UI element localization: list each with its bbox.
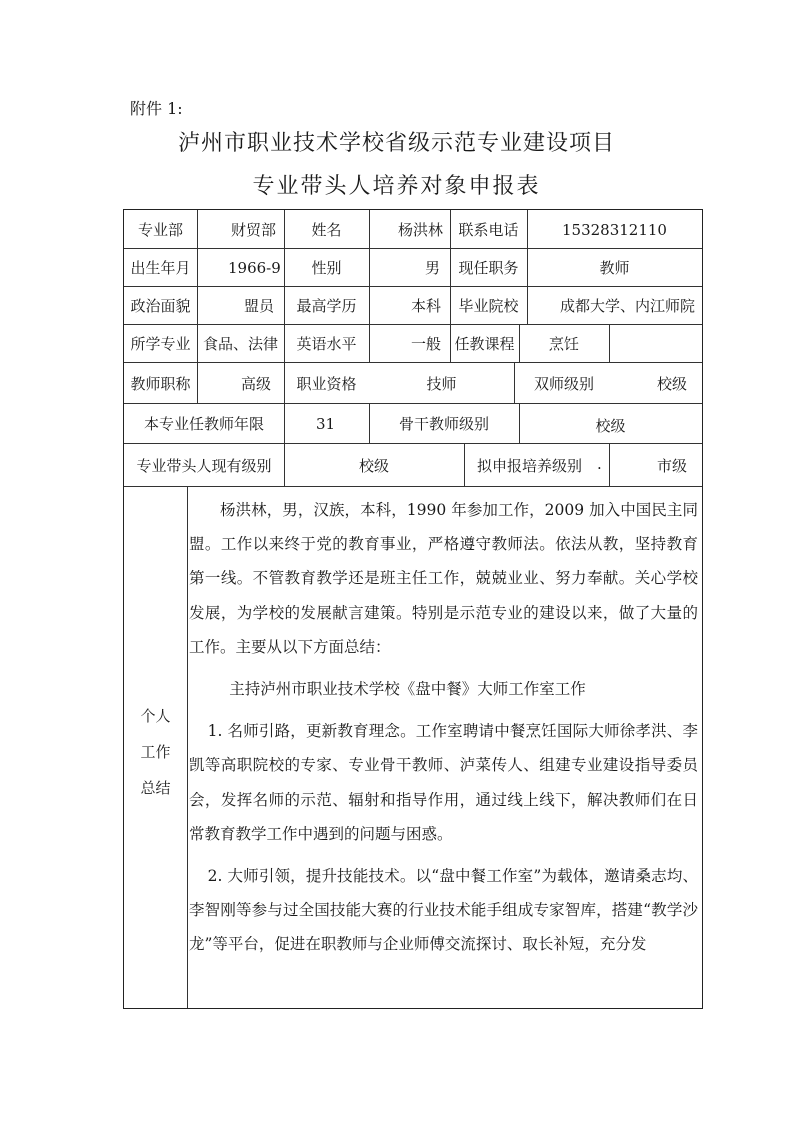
gender-value: 男 <box>425 259 441 277</box>
position-value: 教师 <box>599 259 630 277</box>
attachment-label: 附件 1: <box>130 99 183 118</box>
political-label: 政治面貌 <box>130 297 191 315</box>
political-value: 盟员 <box>244 297 275 315</box>
school-label: 毕业院校 <box>458 297 519 315</box>
dual-value: 校级 <box>657 375 688 393</box>
summary-side-label <box>124 698 187 806</box>
backbone-value: 校级 <box>595 417 626 435</box>
dept-value: 财贸部 <box>231 221 277 239</box>
document-title: 泸州市职业技术学校省级示范专业建设项目 <box>177 131 615 156</box>
apply-dot: . <box>597 455 602 473</box>
summary-item-2: 2. 大师引领，提升技能技术。以“盘中餐工作室”为载体，邀请桑志均、李智刚等参与过全国技能大赛的行业技术能手组成专家智库，搭建“教学沙龙”等平台，促进在职教师与企业师傅交流探讨、取长补短，充分发 <box>189 867 698 954</box>
summary-item-1: 1. 名师引路，更新教育理念。工作室聘请中餐烹饪国际大师徐孝洪、李凯等高职院校的专家、专业骨干教师、泸菜传人、组建专业建设指导委员会，发挥名师的示范、辐射和指导作用，通过线上线下，解决教师们在日常教育教学工作中遇到的问题与困惑。 <box>189 722 698 843</box>
course-value: 烹饪 <box>548 335 579 353</box>
qualification-label: 职业资格 <box>296 375 357 393</box>
major-value: 食品、法律 <box>202 335 278 353</box>
education-label: 最高学历 <box>296 297 357 315</box>
phone-label: 联系电话 <box>458 221 519 239</box>
summary-paragraph-intro: 杨洪林，男，汉族，本科，1990 年参加工作，2009 加入中国民主同盟。工作以来终于党的教育事业，严格遵守教师法。依法从教，坚持教育第一线。不管教育教学还是班主任工作，兢兢业业、努力奉献。关心学校发展，为学校的发展献言建策。特别是示范专业的建设以来，做了大量的工作。主要从以下方面总结： <box>189 501 698 656</box>
education-value: 本科 <box>411 297 442 315</box>
english-value: 一般 <box>411 335 442 353</box>
title-label: 教师职称 <box>130 375 191 393</box>
birth-label: 出生年月 <box>130 259 191 277</box>
gender-label: 性别 <box>311 259 342 277</box>
course-label: 任教课程 <box>454 335 515 353</box>
major-label: 所学专业 <box>130 335 191 353</box>
apply-value: 市级 <box>657 457 688 475</box>
name-label: 姓名 <box>311 221 342 239</box>
summary-label-3: 总结 <box>140 779 171 797</box>
dual-label: 双师级别 <box>534 375 595 393</box>
birth-value: 1966-9 <box>228 259 281 277</box>
summary-subheading: 主持泸州市职业技术学校《盘中餐》大师工作室工作 <box>229 680 586 699</box>
title-value: 高级 <box>241 375 272 393</box>
document-subtitle: 专业带头人培养对象申报表 <box>252 174 541 199</box>
years-label: 本专业任教师年限 <box>143 415 264 433</box>
position-label: 现任职务 <box>458 259 519 277</box>
school-value: 成都大学、内江师院 <box>560 297 696 315</box>
backbone-label: 骨干教师级别 <box>398 415 489 433</box>
qualification-value: 技师 <box>426 375 457 393</box>
name-value: 杨洪林 <box>398 221 444 239</box>
dept-label: 专业部 <box>137 221 183 239</box>
leader-label: 专业带头人现有级别 <box>136 457 272 475</box>
summary-body <box>189 493 698 962</box>
apply-label: 拟申报培养级别 <box>477 457 583 475</box>
summary-label-2: 工作 <box>140 743 171 761</box>
english-label: 英语水平 <box>296 335 357 353</box>
leader-value: 校级 <box>358 457 389 475</box>
summary-label-1: 个人 <box>140 707 171 725</box>
phone-value: 15328312110 <box>562 221 667 239</box>
years-value: 31 <box>316 415 336 433</box>
